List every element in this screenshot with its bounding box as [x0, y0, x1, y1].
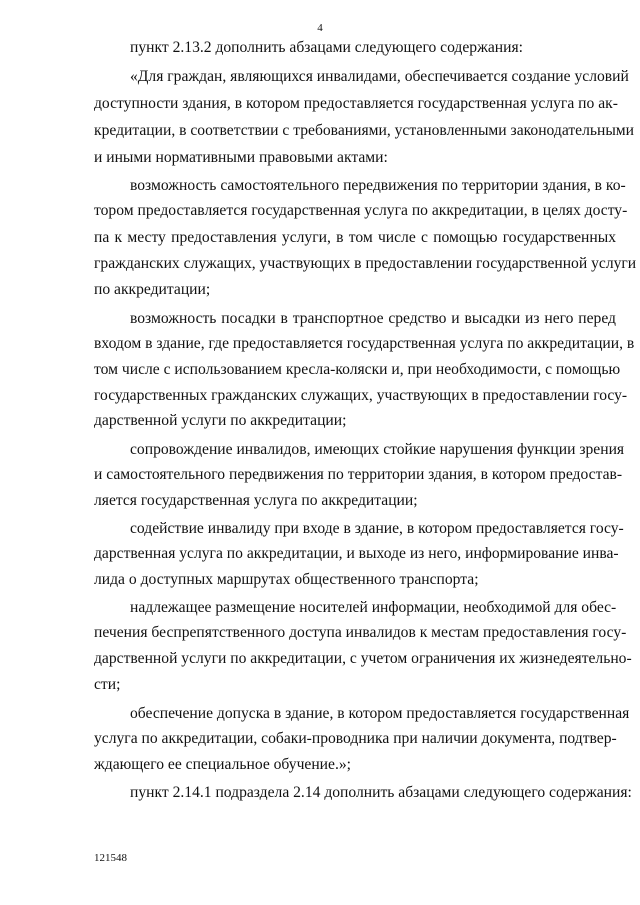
text-line: по аккредитации;: [94, 281, 211, 298]
text-line: «Для граждан, являющихся инвалидами, обеспечивается создание условий: [130, 68, 629, 85]
text-line: гражданских служащих, участвующих в предоставлении государственной услуги: [94, 255, 637, 272]
text-line: сти;: [94, 676, 121, 693]
text-line: лида о доступных маршрутах общественного транспорта;: [94, 571, 479, 588]
text-line: государственных гражданских служащих, участвующих в предоставлении госу-: [94, 387, 628, 404]
text-line: том числе с использованием кресла-коляски и, при необходимости, с помощью: [94, 361, 621, 378]
text-line: надлежащее размещение носителей информации, необходимой для обес-: [130, 599, 617, 616]
text-line: и иными нормативными правовыми актами:: [94, 149, 388, 166]
text-line: и самостоятельного передвижения по территории здания, в котором предостав-: [94, 466, 623, 483]
text-line: дарственная услуга по аккредитации, и выходе из него, информирование инва-: [94, 545, 619, 562]
text-line: обеспечение допуска в здание, в котором предоставляется государственная: [130, 705, 630, 722]
text-line: услуга по аккредитации, собаки-проводника при наличии документа, подтвер-: [94, 730, 617, 747]
document-code: 121548: [94, 852, 127, 864]
text-line: тором предоставляется государственная услуга по аккредитации, в целях досту-: [94, 202, 628, 219]
text-line: ляется государственная услуга по аккредитации;: [94, 492, 418, 509]
text-line: кредитации, в соответствии с требованиями, установленными законодательными: [94, 122, 635, 139]
text-line: содействие инвалиду при входе в здание, в котором предоставляется госу-: [130, 520, 624, 537]
text-line: па к месту предоставления услуги, в том числе с помощью государственных: [94, 229, 616, 246]
text-line: печения беспрепятственного доступа инвалидов к местам предоставления госу-: [94, 624, 627, 641]
text-line: дарственной услуги по аккредитации;: [94, 412, 347, 429]
text-line: возможность посадки в транспортное средство и высадки из него перед: [130, 310, 616, 327]
text-line: пункт 2.13.2 дополнить абзацами следующего содержания:: [130, 39, 523, 56]
text-line: сопровождение инвалидов, имеющих стойкие нарушения функции зрения: [130, 441, 625, 458]
text-line: ждающего ее специальное обучение.»;: [94, 756, 351, 773]
text-line: входом в здание, где предоставляется государственная услуга по аккредитации, в: [94, 335, 635, 352]
text-line: дарственной услуги по аккредитации, с учетом ограничения их жизнедеятельно-: [94, 650, 632, 667]
page-number: 4: [317, 22, 323, 34]
text-line: доступности здания, в котором предоставляется государственная услуга по ак-: [94, 95, 618, 112]
text-line: возможность самостоятельного передвижения по территории здания, в ко-: [130, 177, 626, 194]
text-line: пункт 2.14.1 подраздела 2.14 дополнить абзацами следующего содержания:: [130, 784, 632, 801]
